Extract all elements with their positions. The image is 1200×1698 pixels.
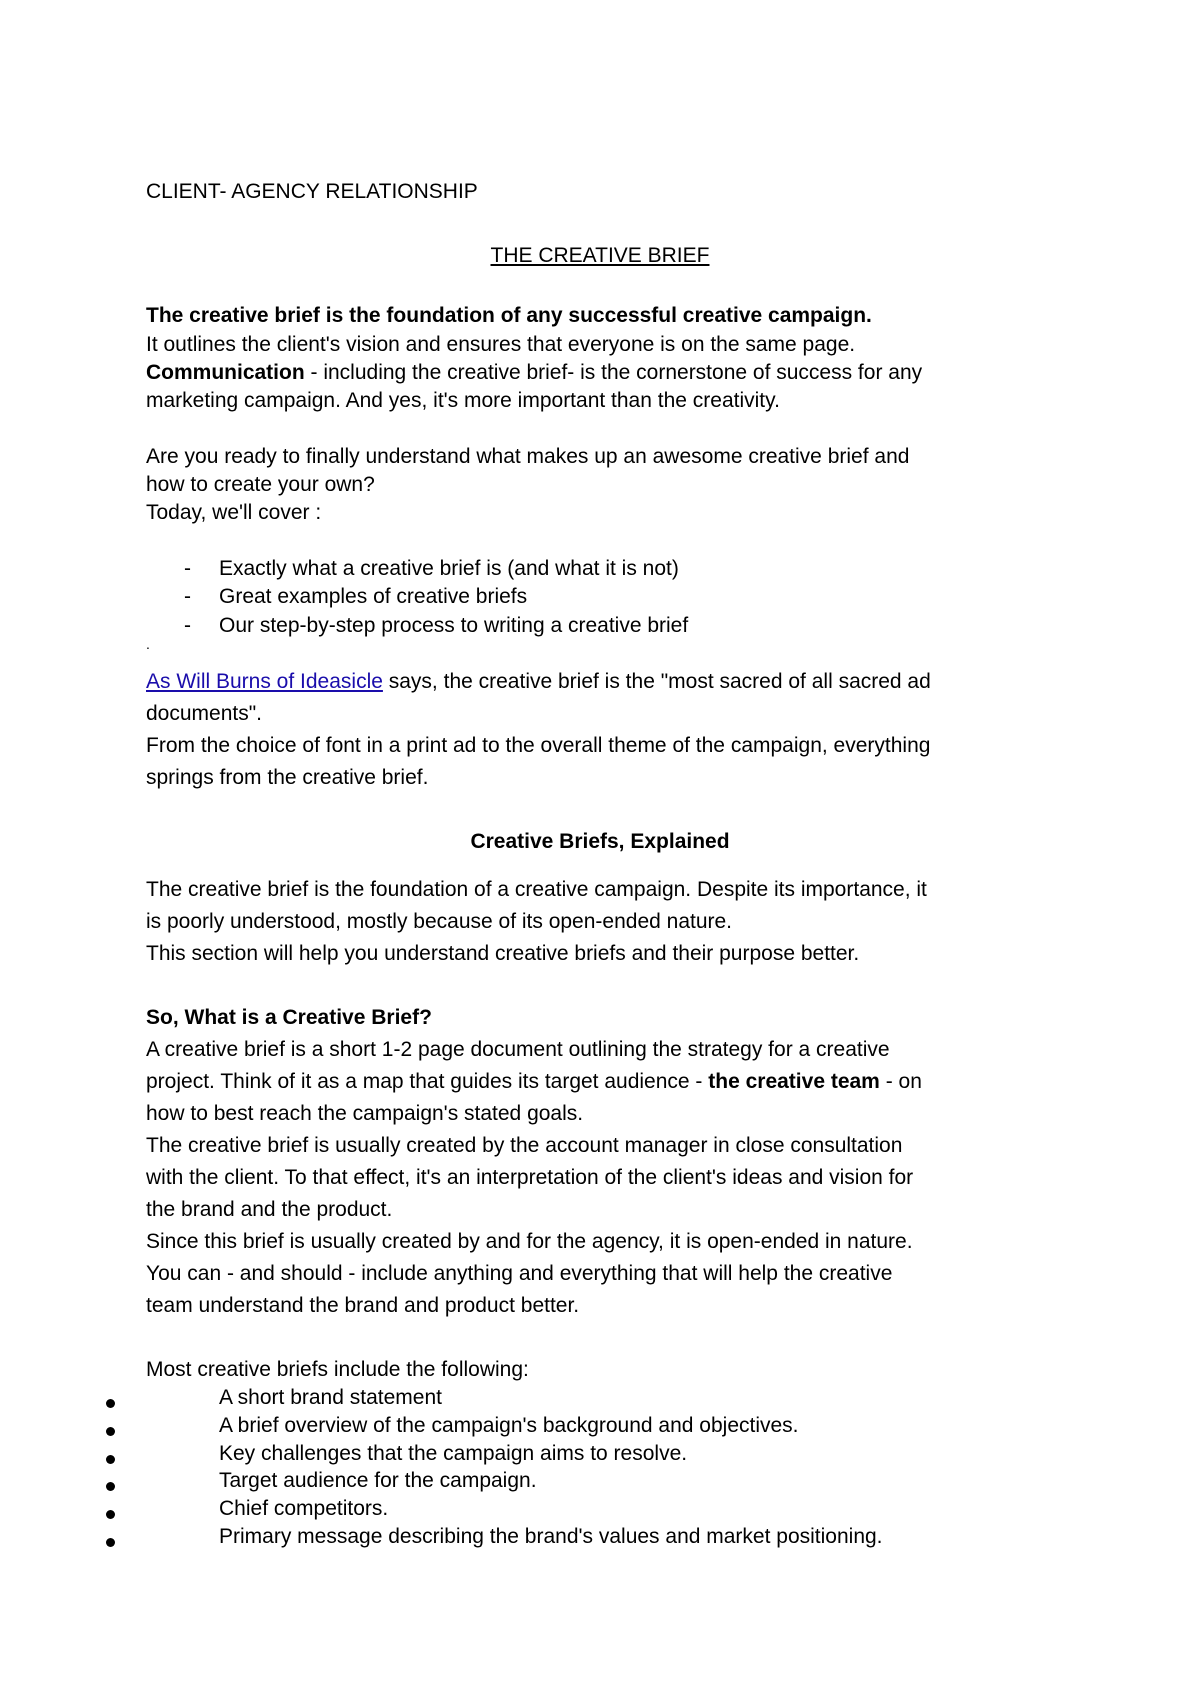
what-is-line: The creative brief is usually created by the account manager in close consultation	[146, 1134, 903, 1157]
what-is-line: team understand the brand and product better.	[146, 1294, 580, 1317]
document-header: CLIENT- AGENCY RELATIONSHIP	[146, 180, 478, 203]
stray-dot: .	[146, 636, 150, 652]
bullet-icon	[106, 1538, 115, 1547]
quote-line: documents".	[146, 702, 263, 725]
communication-line	[146, 361, 922, 385]
bullet-icon	[106, 1510, 115, 1519]
what-is-line: A creative brief is a short 1-2 page document outlining the strategy for a creative	[146, 1038, 890, 1061]
creative-team-bold: the creative team	[708, 1070, 880, 1093]
list-item-text: Our step-by-step process to writing a creative brief	[219, 614, 689, 637]
intro-line: It outlines the client's vision and ensures that everyone is on the same page.	[146, 333, 856, 356]
what-is-post: - on	[879, 1070, 922, 1093]
dash-marker: -	[184, 585, 191, 608]
ready-line: Today, we'll cover :	[146, 501, 322, 524]
communication-rest: - including the creative brief- is the cornerstone of success for any	[304, 361, 923, 384]
section-heading-explained: Creative Briefs, Explained	[470, 830, 730, 853]
quote-line	[146, 670, 931, 694]
bullet-icon	[106, 1399, 115, 1408]
quote-rest: says, the creative brief is the "most sacred of all sacred ad	[382, 670, 931, 693]
list-item-text: Target audience for the campaign.	[219, 1469, 537, 1492]
ideasicle-link[interactable]: As Will Burns of Ideasicle	[146, 670, 383, 693]
includes-lead: Most creative briefs include the following:	[146, 1358, 529, 1381]
list-item-text: Primary message describing the brand's values and market positioning.	[219, 1525, 883, 1548]
what-is-line: how to best reach the campaign's stated goals.	[146, 1102, 584, 1125]
communication-bold: Communication	[146, 361, 305, 384]
explained-line: is poorly understood, mostly because of its open-ended nature.	[146, 910, 733, 933]
section-heading-what-is: So, What is a Creative Brief?	[146, 1006, 432, 1029]
dash-marker: -	[184, 557, 191, 580]
list-item-text: A brief overview of the campaign's background and objectives.	[219, 1414, 799, 1437]
intro-line: marketing campaign. And yes, it's more important than the creativity.	[146, 389, 780, 412]
bullet-icon	[106, 1482, 115, 1491]
list-item-text: Great examples of creative briefs	[219, 585, 528, 608]
document-title: THE CREATIVE BRIEF	[490, 244, 710, 267]
bullet-icon	[106, 1455, 115, 1464]
explained-line: This section will help you understand creative briefs and their purpose better.	[146, 942, 860, 965]
list-item-text: A short brand statement	[219, 1386, 442, 1409]
what-is-line: with the client. To that effect, it's an interpretation of the client's ideas and vision for	[146, 1166, 914, 1189]
what-is-line: Since this brief is usually created by and for the agency, it is open-ended in nature.	[146, 1230, 913, 1253]
quote-line: springs from the creative brief.	[146, 766, 429, 789]
explained-line: The creative brief is the foundation of a creative campaign. Despite its importance, it	[146, 878, 927, 901]
what-is-pre: project. Think of it as a map that guides its target audience -	[146, 1070, 709, 1093]
intro-bold-line: The creative brief is the foundation of any successful creative campaign.	[146, 304, 872, 327]
dash-marker: -	[184, 614, 191, 637]
ready-line: Are you ready to finally understand what makes up an awesome creative brief and	[146, 445, 910, 468]
what-is-line: the brand and the product.	[146, 1198, 393, 1221]
ready-line: how to create your own?	[146, 473, 375, 496]
what-is-line: You can - and should - include anything and everything that will help the creative	[146, 1262, 893, 1285]
quote-line: From the choice of font in a print ad to the overall theme of the campaign, everything	[146, 734, 931, 757]
list-item-text: Chief competitors.	[219, 1497, 389, 1520]
what-is-line	[146, 1070, 922, 1094]
list-item-text: Key challenges that the campaign aims to resolve.	[219, 1442, 688, 1465]
list-item-text: Exactly what a creative brief is (and what it is not)	[219, 557, 679, 580]
bullet-icon	[106, 1427, 115, 1436]
